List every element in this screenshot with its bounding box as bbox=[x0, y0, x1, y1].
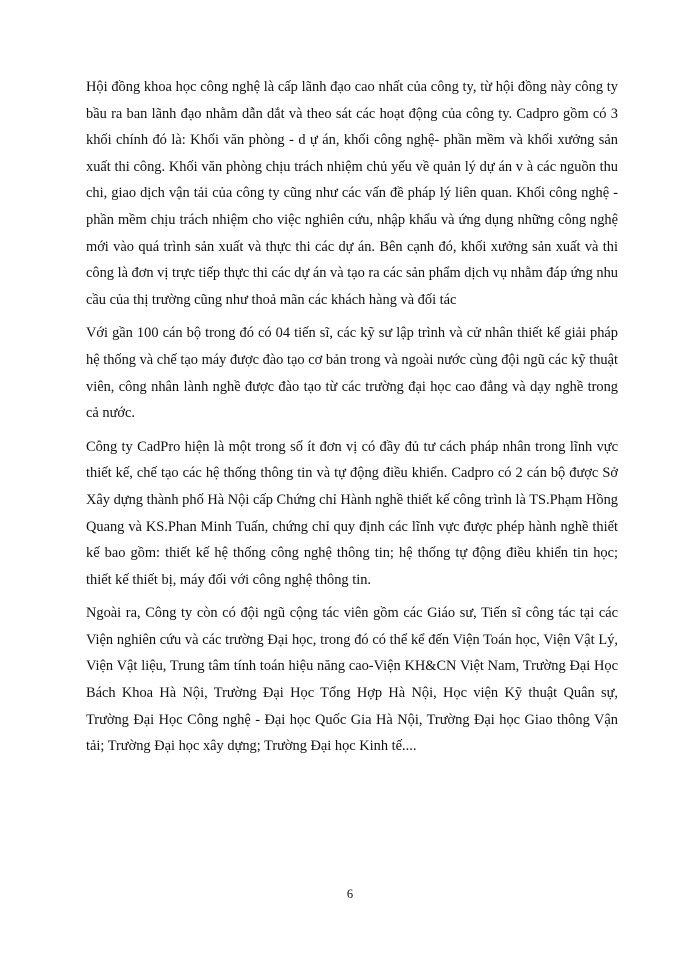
paragraph-collaborators: Ngoài ra, Công ty còn có đội ngũ cộng tác viên gồm các Giáo sư, Tiến sĩ công tác tại các Viện nghiên cứu và các trường Đại học, trong đó có thể kể đến Viện Toán học, Viện Vật Lý, Viện Vật liệu, Trung tâm tính toán hiệu năng cao-Viện KH&CN Việt Nam, Trường Đại Học Bách Khoa Hà Nội, Trường Đại Học Tổng Hợp Hà Nội, Học viện Kỹ thuật Quân sự, Trường Đại Học Công nghệ - Đại học Quốc Gia Hà Nội, Trường Đại học Giao thông Vận tải; Trường Đại học xây dựng; Trường Đại học Kinh tế.... bbox=[86, 605, 618, 755]
body-text bbox=[86, 74, 618, 767]
paragraph-legal-status: Công ty CadPro hiện là một trong số ít đơn vị có đầy đủ tư cách pháp nhân trong lĩnh vực thiết kế, chế tạo các hệ thống thông tin và tự động điều khiển. Cadpro có 2 cán bộ được Sở Xây dựng thành phố Hà Nội cấp Chứng chỉ Hành nghề thiết kế công trình là TS.Phạm Hồng Quang và KS.Phan Minh Tuấn, chứng chỉ quy định các lĩnh vực được phép hành nghề thiết kế bao gồm: thiết kế hệ thống công nghệ thông tin; hệ thống tự động điều khiển tin học; thiết kế thiết bị, máy đối với công nghệ thông tin. bbox=[86, 438, 618, 588]
page-number: 6 bbox=[346, 887, 354, 901]
paragraph-staff: Với gần 100 cán bộ trong đó có 04 tiến sĩ, các kỹ sư lập trình và cử nhân thiết kế giải pháp hệ thống và chế tạo máy được đào tạo cơ bản trong và ngoài nước cùng đội ngũ các kỹ thuật viên, công nhân lành nghề được đào tạo từ các trường đại học cao đẳng và dạy nghề trong cả nước. bbox=[86, 325, 618, 422]
paragraph-company-structure: Hội đồng khoa học công nghệ là cấp lãnh đạo cao nhất của công ty, từ hội đồng này công ty bầu ra ban lãnh đạo nhằm dẫn dắt và theo sát các hoạt động của công ty. Cadpro gồm có 3 khối chính đó là: Khối văn phòng - d ự án, khối công nghệ- phần mềm và khối xưởng sản xuất thi công. Khối văn phòng chịu trách nhiệm chủ yếu về quản lý dự án v à các nguồn thu chi, giao dịch vận tải của công ty cũng như các vấn đề pháp lý liên quan. Khối công nghệ - phần mềm chịu trách nhiệm cho việc nghiên cứu, nhập khẩu và ứng dụng những công nghệ mới vào quá trình sản xuất và thực thi các dự án. Bên cạnh đó, khối xưởng sản xuất và thi công là đơn vị trực tiếp thực thi các dự án và tạo ra các sản phẩm dịch vụ nhằm đáp ứng nhu cầu của thị trường cũng như thoả mãn các khách hàng và đối tác bbox=[86, 79, 618, 308]
